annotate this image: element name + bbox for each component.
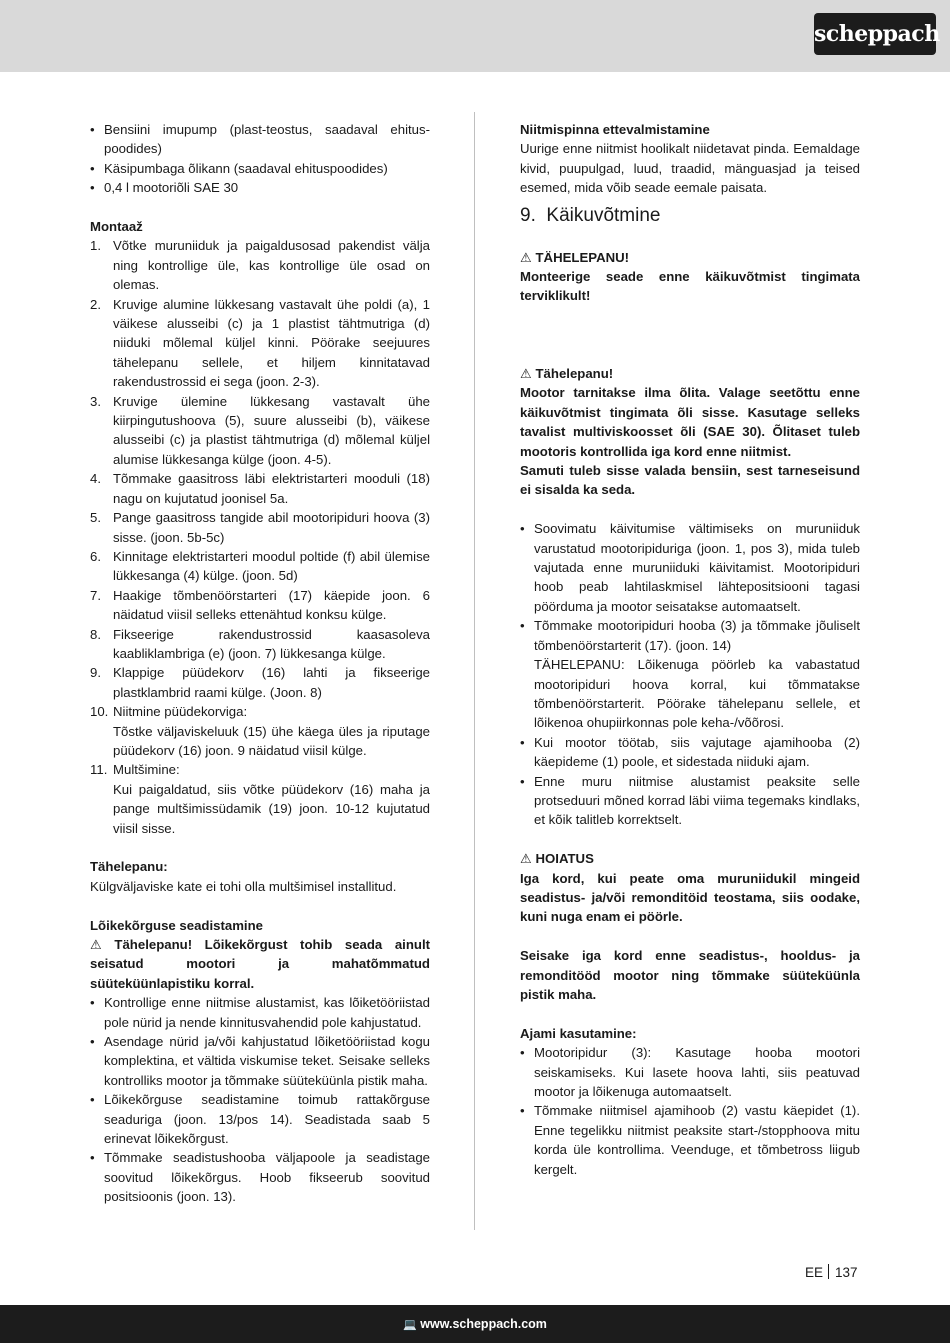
list-item: • Käsipumbaga õlikann (saadaval ehituspoodides) xyxy=(90,159,430,178)
list-item: • Tõmmake niitmisel ajamihoob (2) vastu käepidet (1). Enne tegelikku niitmist peaksite start-/stopphoova mitu korda üle kontrollima. Veenduge, et tõmbetross liigub kergelt. xyxy=(520,1101,860,1179)
list-item: 9. Klappige püüdekorv (16) lahti ja fikseerige plastklambrid raami külge. (Joon. 8) xyxy=(90,665,430,700)
attention-text-1: Monteerige seade enne käikuvõtmist tingimata terviklikult! xyxy=(520,269,860,304)
warning-icon: ⚠ xyxy=(520,851,532,867)
footer-bar xyxy=(0,1305,950,1343)
supply-list xyxy=(90,120,430,198)
warning-icon: ⚠ xyxy=(520,366,532,382)
warning-label: ⚠ HOIATUS xyxy=(520,849,860,868)
list-item: 6. Kinnitage elektristarteri moodul poltide (f) abil ülemise lükkesanga (4) külge. (joon. 5d) xyxy=(90,548,430,584)
scheppach-logo: scheppach xyxy=(814,13,936,55)
list-item: • Tõmmake mootoripiduri hooba (3) ja tõmmake jõuliselt tõmbenöörstarterit (17). (joon. 14) TÄHELEPANU: Lõikenuga pöörleb ka vabastatud mootoripiduri hoova korral, kui tõmmatakse tõmbenöörstarterit. Pöörake tähelepanu sellele, et lõikenoa ohupiirkonnas pole keha-/võõrosi. xyxy=(520,616,860,732)
attention-text-2: Mootor tarnitakse ilma õlita. Valage seetõttu enne käikuvõtmist tingimata õli sisse. Kasutage selleks tavalist multiviskoosset õli (SAE 30). Õlitaset tuleb mootoris kontrollida iga kord enne niitmist. xyxy=(520,385,860,459)
list-item: 7. Haakige tõmbenöörstarteri (17) käepide joon. 6 näidatud viisil selleks ettenähtud konksu külge. xyxy=(90,587,430,623)
list-item: 5. Pange gaasitross tangide abil mootoripiduri hoova (3) sisse. (joon. 5b-5c) xyxy=(90,510,430,545)
cut-height-heading: Lõikekõrguse seadistamine xyxy=(90,917,263,933)
assembly-steps xyxy=(90,236,430,838)
cut-height-list xyxy=(90,993,430,1206)
section-heading: 9. Käikuvõtmine xyxy=(520,204,661,226)
list-item: • Lõikekõrguse seadistamine toimub rattakõrguse seaduriga (joon. 13/pos 14). Seadistada saab 5 erinevat lõikekõrgust. xyxy=(90,1090,430,1148)
list-item: 3. Kruvige ülemine lükkesang vastavalt ühe kiirpingutushoova (5), suure alusseibi (b), väikese alusseibi (c) ja plastist tähtmutriga (d) mõlemal küljel alumise lükkesanga külge (joon. 4-5). xyxy=(90,393,430,467)
list-item: • Enne muru niitmise alustamist peaksite selle protseduuri mõned korrad läbi viima tegemaks kindlaks, et kõik talitleb korrektselt. xyxy=(520,772,860,830)
list-item: • Kontrollige enne niitmise alustamist, kas lõiketööriistad pole nürid ja nende kinnitusvahendid pole kahjustatud. xyxy=(90,993,430,1032)
list-item: • Bensiini imupump (plast-teostus, saadaval ehitus-poodides) xyxy=(90,120,430,159)
right-column xyxy=(520,120,860,1179)
page-number-value: 137 xyxy=(835,1265,858,1280)
website-link[interactable]: www.scheppach.com xyxy=(420,1317,547,1331)
attention-label-1: ⚠ TÄHELEPANU! xyxy=(520,248,860,267)
left-column xyxy=(90,120,430,1207)
language-code: EE xyxy=(805,1265,824,1280)
column-divider xyxy=(474,112,475,1230)
warning-icon: ⚠ xyxy=(90,937,102,953)
assembly-heading: Montaaž xyxy=(90,219,143,235)
list-item: 10. Niitmine püüdekorviga: Tõstke väljaviskeluuk (15) ühe käega üles ja riputage püüdekorv (16) joon. 9 näidatud viisil külge. xyxy=(90,704,430,758)
note-heading: Tähelepanu: xyxy=(90,859,168,875)
start-list xyxy=(520,519,860,830)
list-item: • Soovimatu käivitumise vältimiseks on muruniiduk varustatud mootoripiduriga (joon. 1, pos 3), mida tuleb vajutada enne muruniiduki käivitamist. Mootoripiduri hoob peab lahtilaskmisel lähtepositsiooni tagasi pöörduma ja mootor seisatakse automaatselt. xyxy=(520,519,860,616)
cut-height-warning: ⚠ Tähelepanu! Lõikekõrgust tohib seada ainult seisatud mootori ja mahatõmmatud süüteküünlapistiku korral. xyxy=(90,937,431,991)
list-item: • 0,4 l mootoriõli SAE 30 xyxy=(90,178,430,197)
attention-text-2b: Samuti tuleb sisse valada bensiin, sest tarneseisund ei sisalda ka seda. xyxy=(520,463,860,498)
warning-text-2: Seisake iga kord enne seadistus-, hooldus- ja remonditööd mootor ning tõmmake süüteküünla pistik maha. xyxy=(520,948,860,1002)
page-number xyxy=(805,1264,858,1280)
list-item: • Tõmmake seadistushooba väljapoole ja seadistage soovitud lõikekõrgus. Hoob fikseerub soovitud positsioonis (joon. 13). xyxy=(90,1148,430,1206)
list-item: 11. Multšimine: Kui paigaldatud, siis võtke püüdekorv (16) maha ja pange multšimissüdamik (19) joon. 10-12 kujutatud viisil sisse. xyxy=(90,762,430,836)
list-item: 4. Tõmmake gaasitross läbi elektristarteri mooduli (18) nagu on kujutatud joonisel 5a. xyxy=(90,471,430,506)
prep-text: Uurige enne niitmist hoolikalt niidetavat pinda. Eemaldage kivid, puupulgad, luud, traadid, mänguasjad ja teised esemed, mida võib seade eemale paisata. xyxy=(520,141,860,196)
list-item: 1. Võtke muruniiduk ja paigaldusosad pakendist välja ning kontrollige üle, kas kontrollige üle osad on olemas. xyxy=(90,238,430,293)
note-text: Külgväljaviske kate ei tohi olla multšimisel installitud. xyxy=(90,878,397,894)
attention-label-2: ⚠ Tähelepanu! xyxy=(520,364,860,383)
list-item: • Mootoripidur (3): Kasutage hooba mootori seiskamiseks. Kui lasete hoova lahti, siis peatuvad mootor ja lõikenuga automaatselt. xyxy=(520,1043,860,1101)
list-item: • Asendage nürid ja/või kahjustatud lõiketööriistad kogu komplektina, et vältida viskumise teket. Seisake selleks kontrolliks mootor ja tõmmake süüteküünla pistik maha. xyxy=(90,1032,430,1090)
list-item: 8. Fikseerige rakendustrossid kaasasoleva kaabliklambriga (e) (joon. 7) lükkesanga külge. xyxy=(90,626,430,661)
warning-text: Iga kord, kui peate oma muruniidukil mingeid seadistus- ja/või remonditöid teostama, siis oodake, kuni nuga enam ei pöörle. xyxy=(520,870,860,925)
page-header xyxy=(0,0,950,72)
computer-icon: 💻 xyxy=(403,1319,417,1331)
warning-icon: ⚠ xyxy=(520,249,532,265)
prep-heading: Niitmispinna ettevalmistamine xyxy=(520,122,710,137)
drive-list xyxy=(520,1043,860,1179)
drive-heading: Ajami kasutamine: xyxy=(520,1025,637,1041)
list-item: 2. Kruvige alumine lükkesang vastavalt ühe poldi (a), 1 väikese alusseibi (c) ja 1 plastist tähtmutriga (d) niiduki mõlemal küljel kinni. Pöörake seejuures tähelepanu sellele, et hiljem kinnitatavad rakendustrossid ei sega (joon. 2-3). xyxy=(90,296,430,390)
list-item: • Kui mootor töötab, siis vajutage ajamihooba (2) käepideme (1) poole, et sidestada niiduki ajam. xyxy=(520,733,860,772)
